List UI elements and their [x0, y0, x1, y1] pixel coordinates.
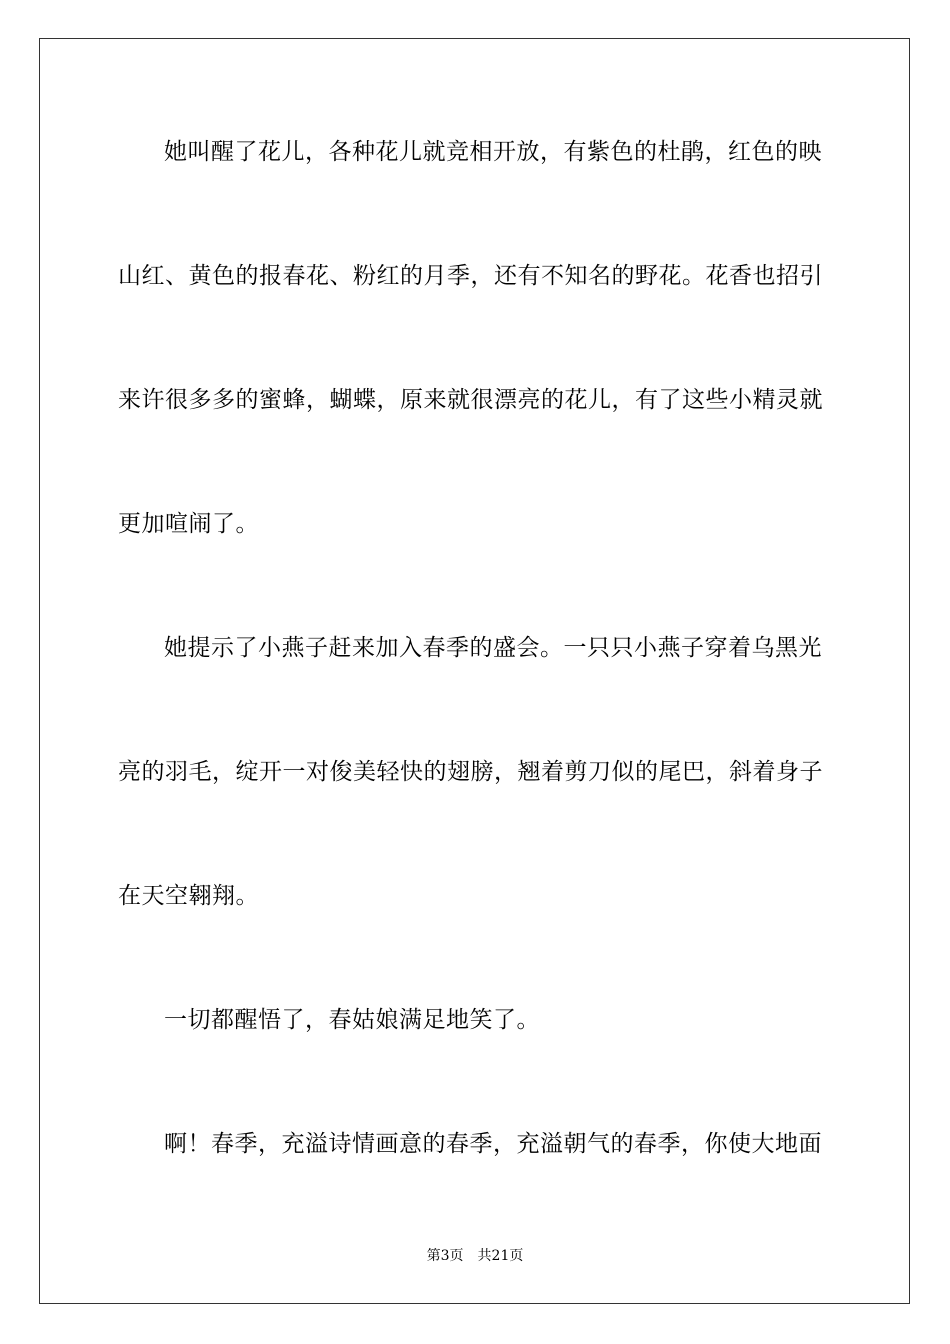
paragraph-1-line-2: 山红、黄色的报春花、粉红的月季，还有不知名的野花。花香也招引	[118, 263, 823, 289]
paragraph-3-line-1: 一切都醒悟了，春姑娘满足地笑了。	[164, 1007, 540, 1033]
paragraph-2-line-2: 亮的羽毛，绽开一对俊美轻快的翅膀，翘着剪刀似的尾巴，斜着身子	[118, 759, 823, 785]
paragraph-1-line-1: 她叫醒了花儿，各种花儿就竞相开放，有紫色的杜鹃，红色的映	[164, 139, 822, 165]
paragraph-2-line-3: 在天空翱翔。	[118, 883, 259, 909]
page-number: 第3页	[426, 1248, 464, 1264]
paragraph-1-line-4: 更加喧闹了。	[118, 511, 259, 537]
page-footer	[0, 1246, 950, 1266]
paragraph-4-line-1: 啊！春季，充溢诗情画意的春季，充溢朝气的春季，你使大地面	[164, 1131, 822, 1157]
page-border	[39, 38, 910, 1304]
paragraph-2-line-1: 她提示了小燕子赶来加入春季的盛会。一只只小燕子穿着乌黑光	[164, 635, 822, 661]
total-pages: 共21页	[477, 1248, 524, 1264]
paragraph-1-line-3: 来许很多多的蜜蜂，蝴蝶，原来就很漂亮的花儿，有了这些小精灵就	[118, 387, 823, 413]
